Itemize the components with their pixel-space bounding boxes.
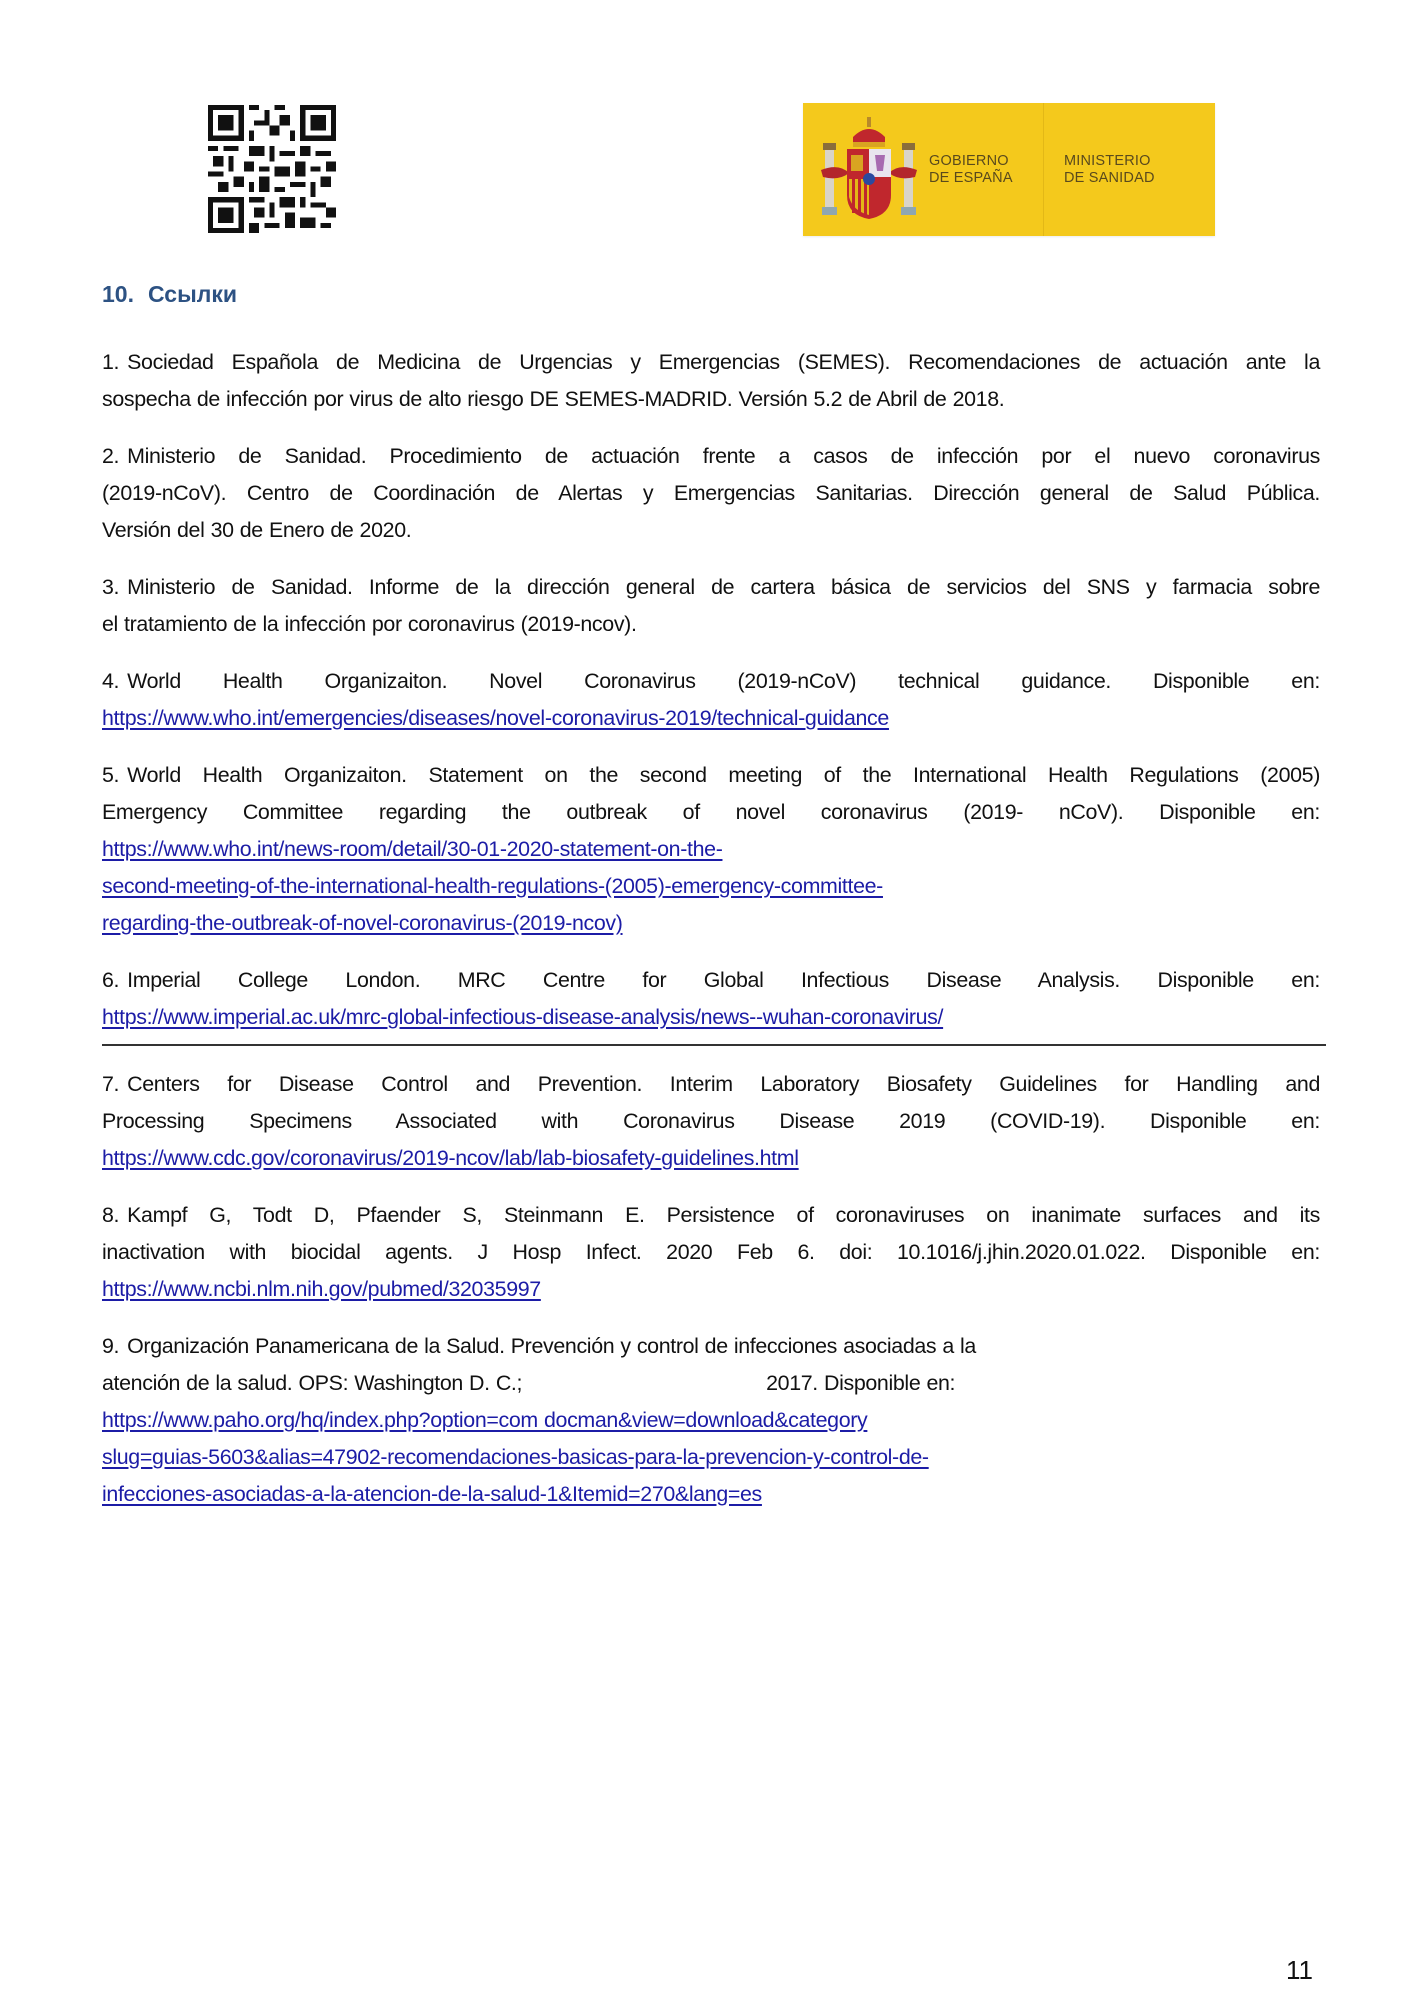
reference-text: sospecha de infección por virus de alto riesgo DE SEMES-MADRID. Versión 5.2 de Abril de 2018. — [102, 387, 1005, 411]
ministry-name — [1064, 153, 1155, 187]
reference-text: Kampf G, Todt D, Pfaender S, Steinmann E. Persistence of coronaviruses on inanimate surfaces and its — [127, 1203, 1320, 1227]
reference-link[interactable]: https://www.imperial.ac.uk/mrc-global-infectious-disease-analysis/news--wuhan-coronavirus/ — [102, 1005, 944, 1029]
reference-number: 8. — [102, 1203, 120, 1227]
reference-text: el tratamiento de la infección por coronavirus (2019-ncov). — [102, 612, 637, 636]
reference-text: Emergency Committee regarding the outbreak of novel coronavirus (2019- nCoV). Disponible en: — [102, 800, 1320, 824]
reference-text: Imperial College London. MRC Centre for Global Infectious Disease Analysis. Disponible en: — [127, 968, 1320, 992]
reference-number: 7. — [102, 1072, 120, 1096]
reference-text: Processing Specimens Associated with Coronavirus Disease 2019 (COVID-19). Disponible en: — [102, 1109, 1320, 1133]
reference-text: Organización Panamericana de la Salud. Prevención y control de infecciones asociadas a la — [127, 1334, 976, 1358]
reference-list — [102, 344, 1320, 1533]
reference-item — [102, 1328, 1102, 1513]
reference-link[interactable]: https://www.who.int/emergencies/diseases/novel-coronavirus-2019/technical-guidance — [102, 706, 889, 730]
government-line-1: GOBIERNO — [929, 152, 1009, 169]
reference-number: 9. — [102, 1334, 120, 1358]
reference-text: Versión del 30 de Enero de 2020. — [102, 518, 412, 542]
reference-text: inactivation with biocidal agents. J Hosp Infect. 2020 Feb 6. doi: 10.1016/j.jhin.2020.01.022. Disponible en: — [102, 1240, 1320, 1264]
government-name — [929, 153, 1037, 187]
government-line-2: DE ESPAÑA — [929, 169, 1013, 186]
qr-code-icon — [208, 105, 336, 233]
reference-number: 4. — [102, 669, 120, 693]
horizontal-rule — [102, 1044, 1326, 1046]
section-number: 10. — [102, 281, 134, 307]
reference-number: 3. — [102, 575, 120, 599]
reference-number: 5. — [102, 763, 120, 787]
reference-text: Ministerio de Sanidad. Informe de la dirección general de cartera básica de servicios del SNS y farmacia sobre — [127, 575, 1320, 599]
reference-text: atención de la salud. OPS: Washington D. C.; — [102, 1371, 523, 1395]
reference-link[interactable]: infecciones-asociadas-a-la-atencion-de-la-salud-1&Itemid=270&lang=es — [102, 1482, 762, 1506]
reference-item — [102, 569, 1320, 643]
reference-link[interactable]: slug=guias-5603&alias=47902-recomendaciones-basicas-para-la-prevencion-y-control-de- — [102, 1445, 929, 1469]
reference-text: World Health Organizaiton. Novel Coronavirus (2019-nCoV) technical guidance. Disponible en: — [127, 669, 1320, 693]
reference-item — [102, 663, 1320, 737]
reference-item — [102, 438, 1320, 549]
reference-link[interactable]: https://www.who.int/news-room/detail/30-01-2020-statement-on-the- — [102, 837, 723, 861]
reference-link[interactable]: https://www.ncbi.nlm.nih.gov/pubmed/32035997 — [102, 1277, 541, 1301]
reference-item — [102, 962, 1320, 1036]
reference-link[interactable]: https://www.cdc.gov/coronavirus/2019-ncov/lab/lab-biosafety-guidelines.html — [102, 1146, 799, 1170]
reference-text: World Health Organizaiton. Statement on the second meeting of the International Health Regulations (2005) — [127, 763, 1320, 787]
ministry-line-1: MINISTERIO — [1064, 152, 1151, 169]
reference-item — [102, 1197, 1320, 1308]
reference-link[interactable]: regarding-the-outbreak-of-novel-coronavirus-(2019-ncov) — [102, 911, 623, 935]
reference-text: Ministerio de Sanidad. Procedimiento de actuación frente a casos de infección por el nuevo coronavirus — [127, 444, 1320, 468]
reference-item — [102, 757, 1320, 942]
reference-item — [102, 344, 1320, 418]
section-heading — [102, 281, 237, 308]
reference-link[interactable]: second-meeting-of-the-international-health-regulations-(2005)-emergency-committee- — [102, 874, 883, 898]
reference-text: 2017. Disponible en: — [766, 1371, 956, 1395]
reference-text: (2019-nCoV). Centro de Coordinación de Alertas y Emergencias Sanitarias. Dirección general de Salud Pública. — [102, 481, 1320, 505]
reference-item — [102, 1066, 1320, 1177]
reference-number: 6. — [102, 968, 120, 992]
reference-link[interactable]: https://www.paho.org/hq/index.php?option=com docman&view=download&category — [102, 1408, 868, 1432]
government-logo — [803, 103, 1215, 236]
spain-coat-of-arms-icon — [819, 115, 919, 225]
logo-divider — [1043, 103, 1044, 236]
ministry-line-2: DE SANIDAD — [1064, 169, 1155, 186]
reference-number: 2. — [102, 444, 120, 468]
reference-number: 1. — [102, 350, 120, 374]
reference-text: Sociedad Española de Medicina de Urgencias y Emergencias (SEMES). Recomendaciones de actuación ante la — [127, 350, 1320, 374]
reference-text: Centers for Disease Control and Prevention. Interim Laboratory Biosafety Guidelines for Handling and — [127, 1072, 1320, 1096]
page-number: 11 — [1286, 1955, 1313, 1985]
section-title: Ссылки — [147, 281, 237, 307]
